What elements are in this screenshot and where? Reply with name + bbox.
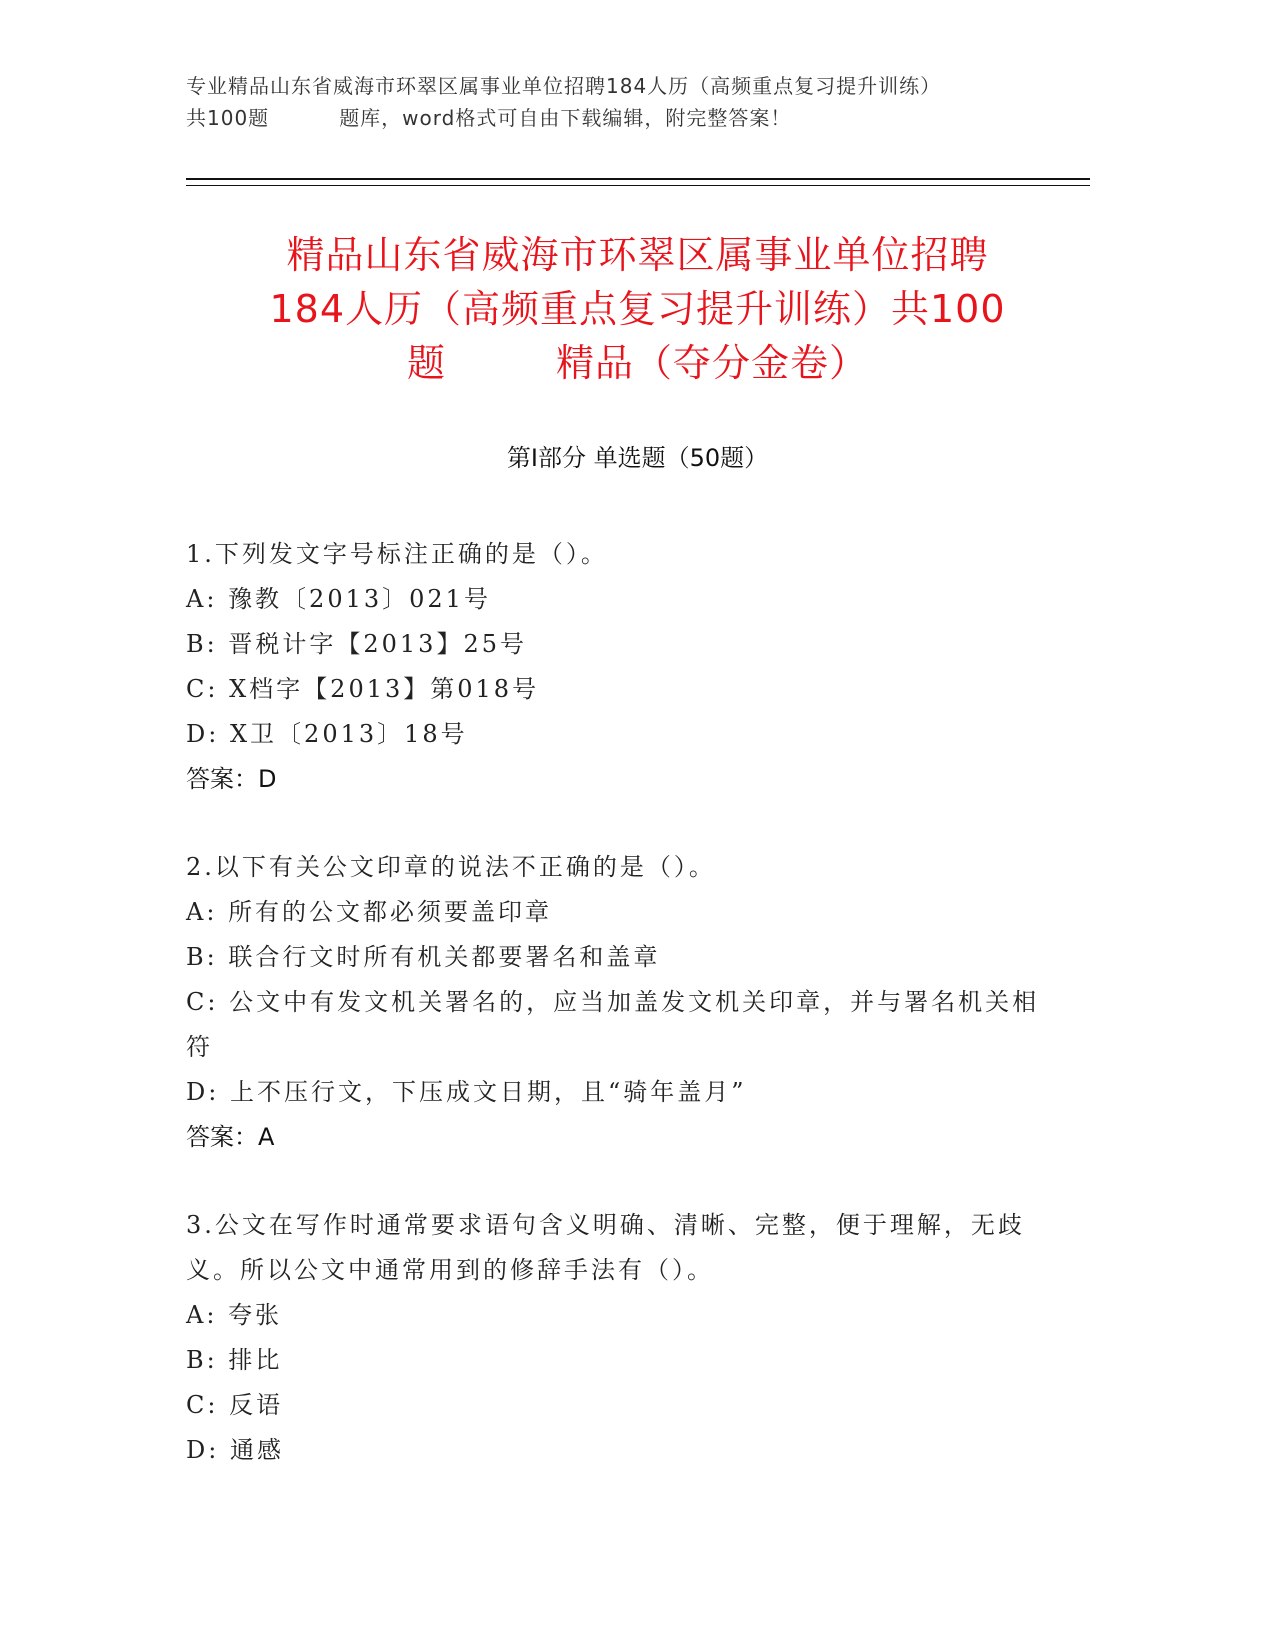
option-d [186, 1428, 1066, 1473]
answer: 答案：A [186, 1123, 275, 1151]
option-label: C: [186, 988, 219, 1016]
option-text: 排比 [228, 1346, 283, 1374]
option-text: 晋税计字【2013】25号 [228, 630, 527, 658]
header-divider-thin [186, 185, 1090, 186]
section-title: 第Ⅰ部分 单选题（50题） [506, 444, 769, 472]
option-d [186, 1070, 1066, 1115]
option-label: D: [186, 1078, 220, 1106]
option-text: 所有的公文都必须要盖印章 [228, 898, 553, 926]
title-line-3 [140, 336, 1135, 390]
title-line-1: 精品山东省威海市环翠区属事业单位招聘 [286, 233, 989, 277]
option-a [186, 1293, 1066, 1338]
option-b [186, 1338, 1066, 1383]
title-line-3-left: 题 [406, 341, 446, 385]
option-text: 通感 [229, 1436, 284, 1464]
option-text: 上不压行文，下压成文日期，且“骑年盖月” [229, 1078, 747, 1106]
document-title [140, 228, 1135, 390]
question-1 [186, 532, 1066, 802]
answer: 答案：D [186, 765, 277, 793]
option-b [186, 935, 1066, 980]
option-d [186, 712, 1066, 757]
question-list [186, 532, 1066, 1516]
option-label: C: [186, 675, 219, 703]
header-line-2-right: 题库，word格式可自由下载编辑，附完整答案！ [339, 106, 792, 130]
title-line-2: 184人历（高频重点复习提升训练）共100 [269, 287, 1006, 331]
option-text: 豫教〔2013〕021号 [228, 585, 491, 613]
option-c [186, 1383, 1066, 1428]
option-c [186, 980, 1066, 1070]
option-text: 夸张 [228, 1301, 283, 1329]
option-a [186, 577, 1066, 622]
question-stem: 2.以下有关公文印章的说法不正确的是（）。 [186, 853, 716, 881]
header-line-1: 专业精品山东省威海市环翠区属事业单位招聘184人历（高频重点复习提升训练） [186, 74, 942, 98]
option-b [186, 622, 1066, 667]
question-stem: 1.下列发文字号标注正确的是（）。 [186, 540, 608, 568]
title-line-3-right: 精品（夺分金卷） [556, 341, 869, 385]
option-label: D: [186, 720, 220, 748]
option-label: B: [186, 943, 218, 971]
question-3 [186, 1203, 1066, 1473]
option-text: X档字【2013】第018号 [229, 675, 540, 703]
option-text: 联合行文时所有机关都要署名和盖章 [228, 943, 661, 971]
header-divider-thick [186, 178, 1090, 180]
document-header [186, 70, 1086, 134]
option-label: B: [186, 630, 218, 658]
option-a [186, 890, 1066, 935]
header-line-2-left: 共100题 [186, 106, 270, 130]
question-2 [186, 845, 1066, 1160]
question-stem: 3.公文在写作时通常要求语句含义明确、清晰、完整，便于理解，无歧义。所以公文中通常用到的修辞手法有（）。 [186, 1211, 1025, 1284]
option-label: A: [186, 898, 218, 926]
option-text: X卫〔2013〕18号 [229, 720, 468, 748]
option-text: 反语 [229, 1391, 284, 1419]
option-label: A: [186, 585, 218, 613]
header-line-2 [186, 102, 1086, 134]
option-label: B: [186, 1346, 218, 1374]
option-label: A: [186, 1301, 218, 1329]
option-label: D: [186, 1436, 220, 1464]
option-c [186, 667, 1066, 712]
option-label: C: [186, 1391, 219, 1419]
option-text: 公文中有发文机关署名的，应当加盖发文机关印章，并与署名机关相符 [186, 988, 1040, 1061]
